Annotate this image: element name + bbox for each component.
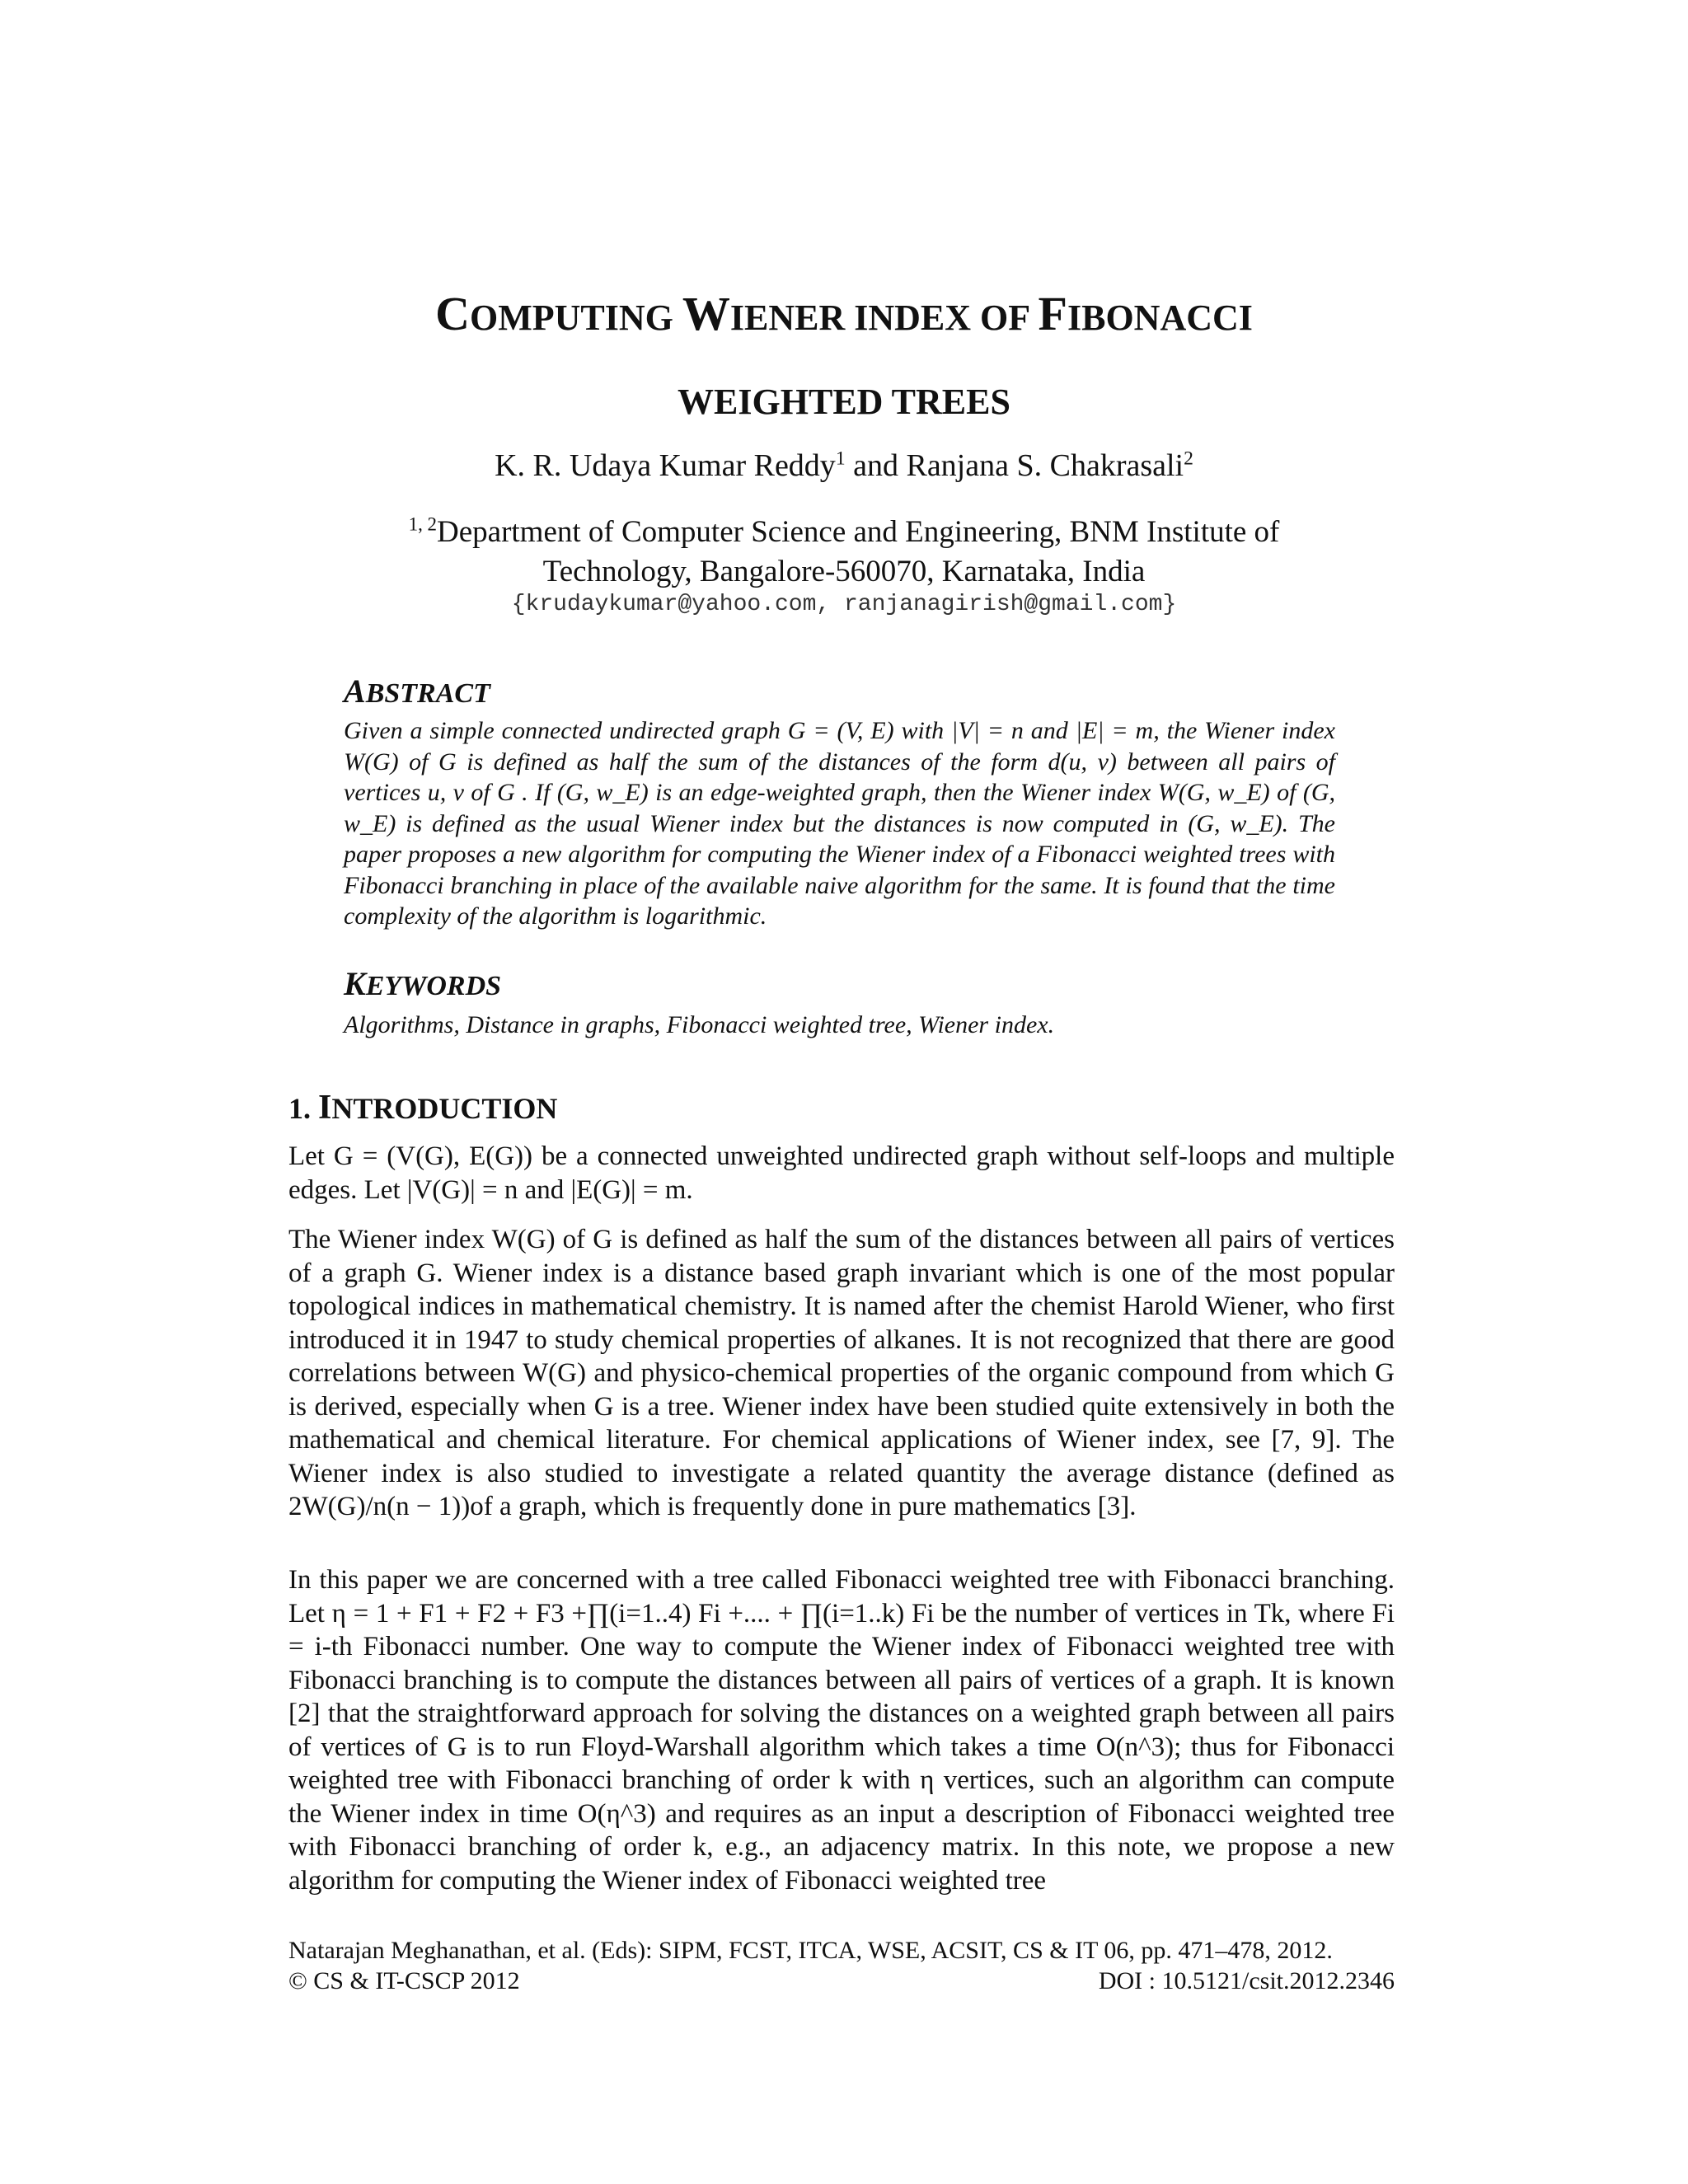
- abstract-heading-rest: BSTRACT: [365, 678, 490, 709]
- copyright-notice: © CS & IT-CSCP 2012: [288, 1967, 520, 1994]
- author-1-affil-mark: 1: [835, 448, 846, 470]
- abstract-text: Given a simple connected undirected graph G = (V, E) with |V| = n and |E| = m, the Wiener index W(G) of G is defined as half the sum of the distances of the form d(u, v) between all pairs of vertices u, v of G . If (G, w_E) is an edge-weighted graph, then the Wiener index W(G, w_E) of (G, w_E) is defined as the usual Wiener index but the distances is now computed in (G, w_E). The paper proposes a new algorithm for computing the Wiener index of a Fibonacci weighted trees with Fibonacci branching in place of the available naive algorithm for the same. It is found that the time complexity of the algorithm is logarithmic.: [344, 717, 1335, 930]
- author-1: K. R. Udaya Kumar Reddy: [495, 448, 836, 483]
- title-cap-c: C: [435, 287, 470, 340]
- keywords-text: Algorithms, Distance in graphs, Fibonacci weighted tree, Wiener index.: [344, 1011, 1055, 1038]
- title-word-fibonacci: IBONACCI: [1067, 298, 1253, 338]
- author-2-affil-mark: 2: [1184, 448, 1193, 470]
- proceedings-citation: Natarajan Meghanathan, et al. (Eds): SIPM, FCST, ITCA, WSE, ACSIT, CS & IT 06, pp. 471–478, 2012.: [288, 1937, 1333, 1964]
- title-line-2: WEIGHTED TREES: [678, 382, 1010, 422]
- introduction-heading-cap: I: [318, 1089, 332, 1127]
- intro-paragraph-1: Let G = (V(G), E(G)) be a connected unweighted undirected graph without self-loops and multiple edges. Let |V(G)| = n and |E(G)| = m.: [288, 1141, 1395, 1205]
- abstract-heading: [344, 672, 490, 710]
- intro-paragraph-3: In this paper we are concerned with a tree called Fibonacci weighted tree with Fibonacci branching. Let η = 1 + F1 + F2 + F3 +∏(i=1..4) Fi +.... + ∏(i=1..k) Fi be the number of vertices in Tk, where Fi = i-th Fibonacci number. One way to compute the Wiener index of Fibonacci weighted tree with Fibonacci branching is to compute the distances between all pairs of vertices of a graph. It is known [2] that the straightforward approach for solving the distances on a weighted graph between all pairs of vertices of G is to run Floyd-Warshall algorithm which takes a time O(n^3); thus for Fibonacci weighted tree with Fibonacci branching of order k with η vertices, such an algorithm can compute the Wiener index in time O(η^3) and requires as an input a description of Fibonacci weighted tree with Fibonacci branching of order k, e.g., an adjacency matrix. In this note, we propose a new algorithm for computing the Wiener index of Fibonacci weighted tree: [288, 1565, 1395, 1896]
- introduction-heading: [288, 1088, 557, 1127]
- page-footer: [288, 1935, 1395, 1996]
- intro-paragraph-2: The Wiener index W(G) of G is defined as half the sum of the distances between all pairs of vertices of a graph G. Wiener index is a distance based graph invariant which is one of the most popular topological indices in mathematical chemistry. It is named after the chemist Harold Wiener, who first introduced it in 1947 to study chemical properties of alkanes. It is not recognized that there are good correlations between W(G) and physico-chemical properties of the organic compound from which G is derived, especially when G is a tree. Wiener index have been studied quite extensively in both the mathematical and chemical literature. For chemical applications of Wiener index, see [7, 9]. The Wiener index is also studied to investigate a related quantity the average distance (defined as 2W(G)/n(n − 1))of a graph, which is frequently done in pure mathematics [3].: [288, 1225, 1395, 1521]
- author-emails: {krudaykumar@yahoo.com, ranjanagirish@gmail.com}: [511, 592, 1177, 617]
- title-cap-w: W: [682, 287, 730, 340]
- paper-title: [214, 276, 1474, 440]
- abstract-heading-cap: A: [344, 673, 366, 710]
- authors-and: and: [845, 448, 907, 483]
- authors: [214, 445, 1474, 486]
- affiliation-line-2: Technology, Bangalore-560070, Karnataka, India: [542, 555, 1146, 588]
- affiliation-mark: 1, 2: [408, 513, 437, 535]
- author-2: Ranjana S. Chakrasali: [906, 448, 1184, 483]
- keywords-heading: [344, 964, 501, 1003]
- title-cap-f: F: [1038, 287, 1067, 340]
- introduction-heading-rest: NTRODUCTION: [331, 1092, 558, 1125]
- keywords-heading-rest: EYWORDS: [365, 971, 502, 1001]
- title-word-computing: OMPUTING: [470, 298, 682, 338]
- affiliation: [247, 513, 1441, 592]
- introduction-number: 1.: [288, 1092, 318, 1125]
- doi: DOI : 10.5121/csit.2012.2346: [1098, 1967, 1395, 1994]
- keywords-heading-cap: K: [344, 965, 366, 1002]
- title-word-wiener: IENER INDEX OF: [729, 298, 1039, 338]
- affiliation-line-1: Department of Computer Science and Engineering, BNM Institute of: [437, 515, 1280, 549]
